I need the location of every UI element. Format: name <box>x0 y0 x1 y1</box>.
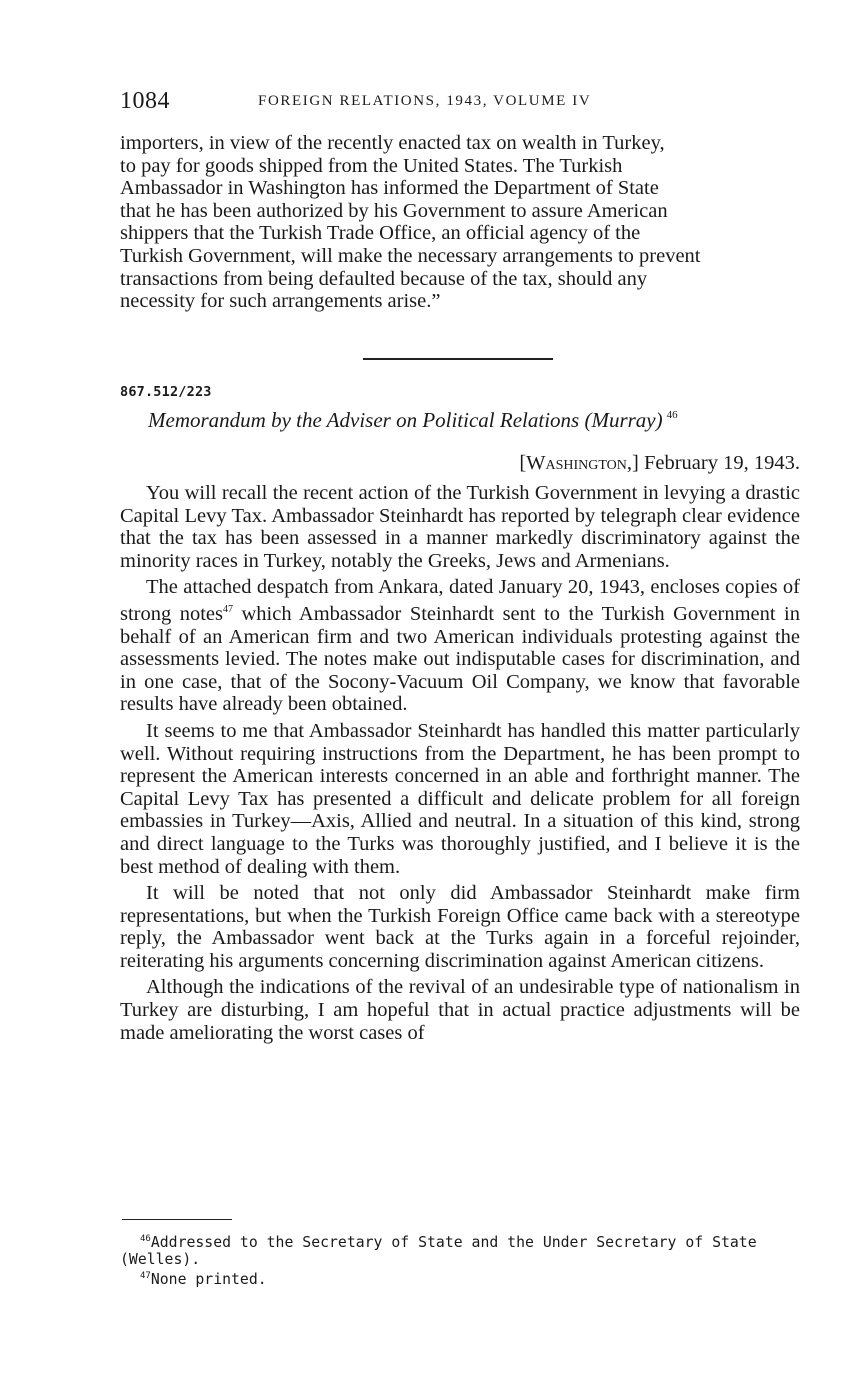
body-text: which Ambassador Steinhardt sent to the Turkish Government in behalf of an American firm and two American individuals protesting against the assessments levied. The notes make out indisputable cases for discrimination, and in one case, that of the Socony-Vacuum Oil Company, we know that favorable results have already been obtained. <box>120 602 800 716</box>
footnote-marker: 47 <box>140 1271 151 1281</box>
continuation-line: Turkish Government, will make the necessary arrangements to prevent <box>120 244 701 267</box>
continuation-paragraph <box>120 132 800 313</box>
memorandum-body <box>120 482 800 1048</box>
page-header <box>120 88 800 116</box>
document-title <box>148 408 678 433</box>
dateline-date: February 19, 1943. <box>643 452 800 474</box>
body-paragraph: It will be noted that not only did Ambassador Steinhardt make firm representations, but when the Turkish Foreign Office came back with a stereotype reply, the Ambassador went back at the Turks again in a forceful rejoinder, reiterating his arguments concerning discrimination against American citizens. <box>120 882 800 972</box>
continuation-line: transactions from being defaulted because of the tax, should any <box>120 267 648 290</box>
continuation-line: to pay for goods shipped from the United States. The Turkish <box>120 154 623 177</box>
continuation-line: shippers that the Turkish Trade Office, an official agency of the <box>120 222 641 245</box>
dateline <box>519 452 800 475</box>
footnote-47 <box>120 1268 800 1288</box>
footnote-text: None printed. <box>150 1271 267 1288</box>
document-title-text: Memorandum by the Adviser on Political Relations (Murray) <box>148 408 663 432</box>
footnote-text: Addressed to the Secretary of State and the Under Secretary of State <box>150 1234 757 1251</box>
continuation-line: Ambassador in Washington has informed the Department of State <box>120 177 659 200</box>
running-head: FOREIGN RELATIONS, 1943, VOLUME IV <box>258 93 592 109</box>
footnote-46 <box>120 1231 800 1251</box>
footnote-ref-46: 46 <box>666 409 678 421</box>
body-paragraph: Although the indications of the revival of an undesirable type of nationalism in Turkey are disturbing, I am hopeful that in actual practice adjustments will be made ameliorating the worst cases of <box>120 976 800 1044</box>
body-paragraph: You will recall the recent action of the Turkish Government in levying a drastic Capital Levy Tax. Ambassador Steinhardt has reported by telegraph clear evidence that the tax has been assessed in a manner markedly discriminatory against the minority races in Turkey, notably the Greeks, Jews and Armenians. <box>120 482 800 572</box>
continuation-line: that he has been authorized by his Government to assure American <box>120 199 668 222</box>
file-number: 867.512/223 <box>120 384 212 400</box>
continuation-line: importers, in view of the recently enacted tax on wealth in Turkey, <box>120 132 665 154</box>
page-number: 1084 <box>120 88 170 114</box>
footnote-marker: 46 <box>140 1234 151 1244</box>
continuation-line: necessity for such arrangements arise.” <box>120 290 441 313</box>
body-text: The attached despatch from Ankara, dated January 20, 1943, encloses copies of strong notes <box>120 576 800 625</box>
body-paragraph <box>120 576 800 716</box>
dateline-place: [Washington,] <box>519 452 639 474</box>
footnote-ref-47: 47 <box>223 603 233 615</box>
footnote-46-continued: (Welles). <box>120 1251 201 1268</box>
body-paragraph: It seems to me that Ambassador Steinhardt has handled this matter particularly well. Without requiring instructions from the Department, he has been prompt to represent the American interests concerned in an able and forthright manner. The Capital Levy Tax has presented a difficult and delicate problem for all foreign embassies in Turkey—Axis, Allied and neutral. In a situation of this kind, strong and direct language to the Turks was thoroughly justified, and I believe it is the best method of dealing with them. <box>120 719 800 878</box>
footnote-divider <box>122 1219 232 1220</box>
section-divider <box>363 358 553 360</box>
footnotes <box>120 1231 800 1288</box>
